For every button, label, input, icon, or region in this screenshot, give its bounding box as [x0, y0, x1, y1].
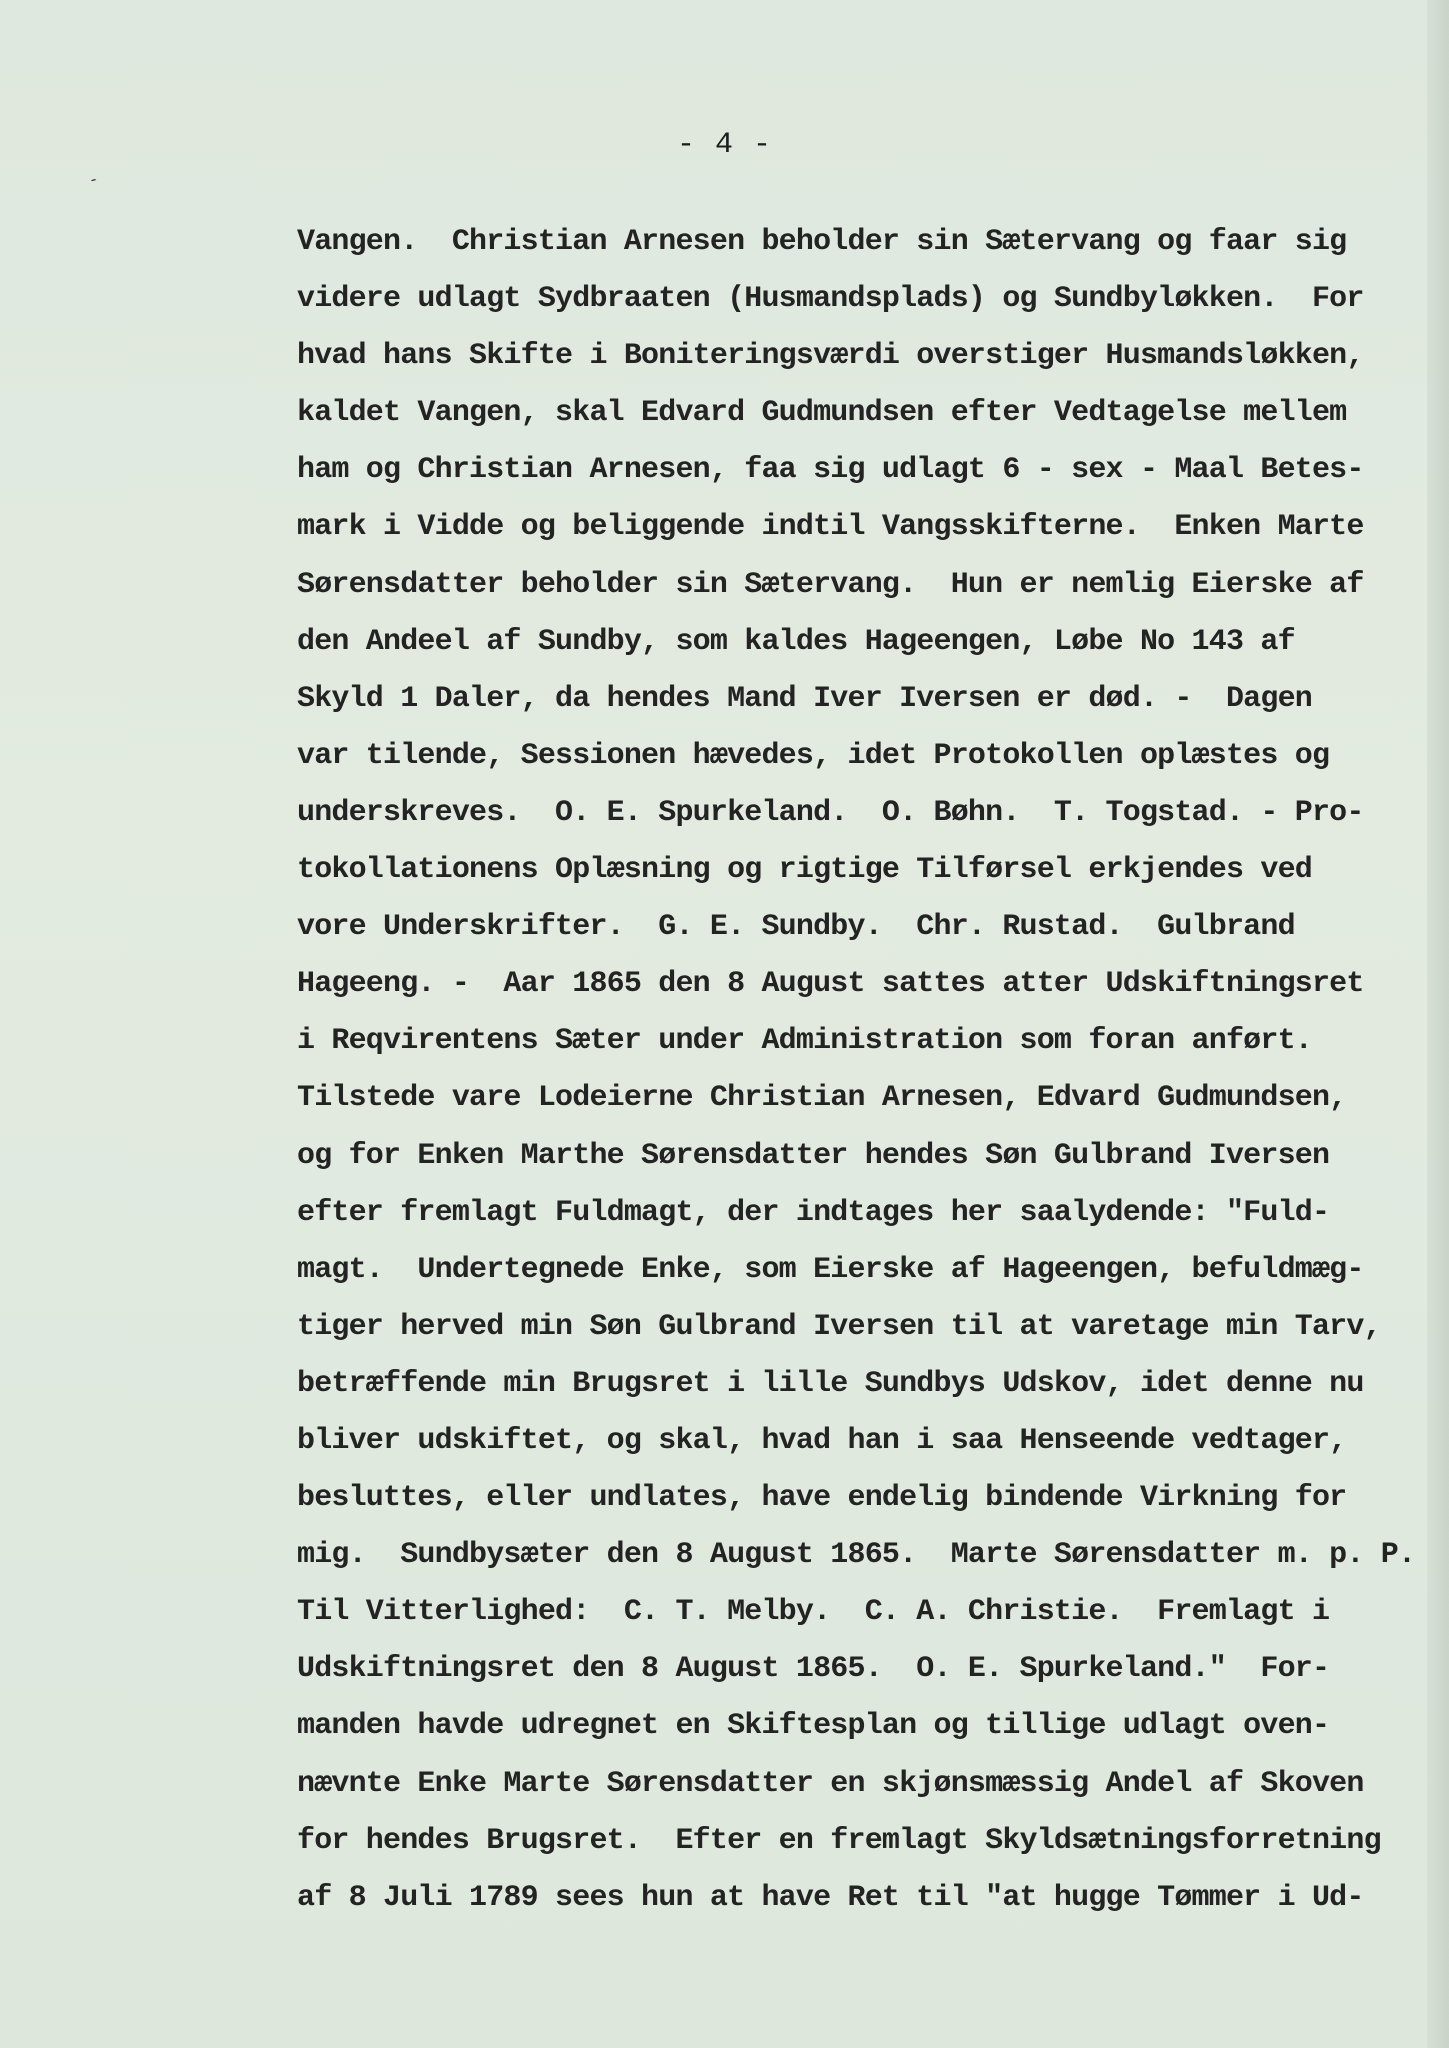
text-line: Skyld 1 Daler, da hendes Mand Iver Iversen er død. - Dagen — [297, 681, 1312, 716]
text-line: nævnte Enke Marte Sørensdatter en skjønsmæssig Andel af Skoven — [297, 1766, 1364, 1801]
text-line: Udskiftningsret den 8 August 1865. O. E. Spurkeland." For- — [297, 1652, 1330, 1687]
text-line: manden havde udregnet en Skiftesplan og tillige udlagt oven- — [297, 1709, 1330, 1744]
text-line: hvad hans Skifte i Boniteringsværdi overstiger Husmandsløkken, — [297, 339, 1364, 374]
text-line: magt. Undertegnede Enke, som Eierske af Hageengen, befuldmæg- — [297, 1252, 1364, 1287]
text-line: betræffende min Brugsret i lille Sundbys Udskov, idet denne nu — [297, 1366, 1364, 1401]
text-line: af 8 Juli 1789 sees hun at have Ret til "at hugge Tømmer i Ud- — [297, 1880, 1364, 1915]
text-line: den Andeel af Sundby, som kaldes Hageengen, Løbe No 143 af — [297, 624, 1295, 659]
text-line: var tilende, Sessionen hævedes, idet Protokollen oplæstes og — [297, 738, 1330, 773]
text-line: efter fremlagt Fuldmagt, der indtages her saalydende: "Fuld- — [297, 1195, 1330, 1230]
text-line: mig. Sundbysæter den 8 August 1865. Marte Sørensdatter m. p. P. — [297, 1538, 1416, 1573]
text-line: ham og Christian Arnesen, faa sig udlagt 6 - sex - Maal Betes- — [297, 453, 1364, 488]
text-line: bliver udskiftet, og skal, hvad han i saa Henseende vedtager, — [297, 1423, 1347, 1458]
margin-mark: ´ — [80, 174, 102, 203]
text-line: besluttes, eller undlates, have endelig bindende Virkning for — [297, 1481, 1347, 1516]
text-line: Sørensdatter beholder sin Sætervang. Hun er nemlig Eierske af — [297, 567, 1364, 602]
text-line: i Reqvirentens Sæter under Administration som foran anført. — [297, 1024, 1312, 1059]
text-line: vore Underskrifter. G. E. Sundby. Chr. Rustad. Gulbrand — [297, 910, 1295, 945]
text-line: og for Enken Marthe Sørensdatter hendes Søn Gulbrand Iversen — [297, 1138, 1330, 1173]
text-line: Til Vitterlighed: C. T. Melby. C. A. Christie. Fremlagt i — [297, 1595, 1330, 1630]
text-line: Hageeng. - Aar 1865 den 8 August sattes atter Udskiftningsret — [297, 967, 1364, 1002]
text-line: underskreves. O. E. Spurkeland. O. Bøhn. T. Togstad. - Pro- — [297, 795, 1364, 830]
text-line: Vangen. Christian Arnesen beholder sin Sætervang og faar sig — [297, 225, 1347, 259]
text-line: videre udlagt Sydbraaten (Husmandsplads) og Sundbyløkken. For — [297, 282, 1364, 317]
text-line: kaldet Vangen, skal Edvard Gudmundsen efter Vedtagelse mellem — [297, 396, 1347, 431]
text-line: mark i Vidde og beliggende indtil Vangsskifterne. Enken Marte — [297, 510, 1364, 545]
typed-text-body — [297, 214, 1437, 1927]
text-line: for hendes Brugsret. Efter en fremlagt Skyldsætningsforretning — [297, 1823, 1381, 1858]
text-line: tiger herved min Søn Gulbrand Iversen til at varetage min Tarv, — [297, 1309, 1381, 1344]
text-line: Tilstede vare Lodeierne Christian Arnesen, Edvard Gudmundsen, — [297, 1081, 1347, 1116]
text-line: tokollationens Oplæsning og rigtige Tilførsel erkjendes ved — [297, 853, 1312, 888]
page-number: - 4 - — [676, 128, 772, 162]
